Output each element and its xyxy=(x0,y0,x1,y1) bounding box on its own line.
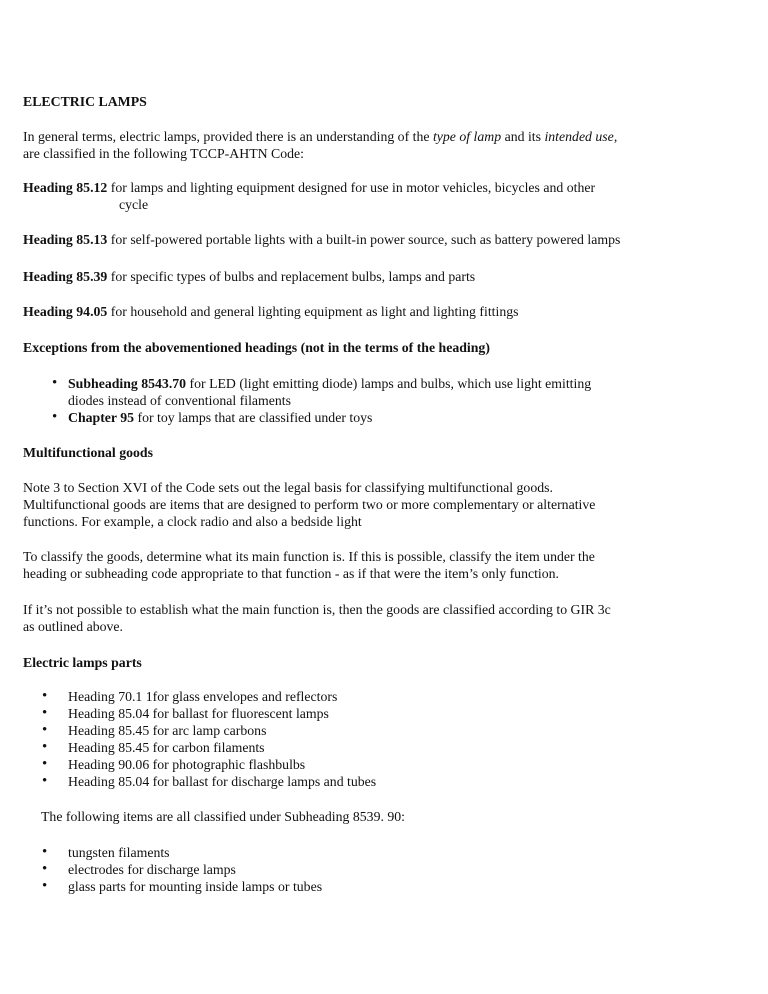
intro-emphasis-type-of-lamp: type of lamp xyxy=(432,129,502,144)
exceptions-list xyxy=(46,375,744,426)
list-item: • electrodes for discharge lamps xyxy=(28,861,744,878)
exception-description-cont: diodes instead of conventional filaments xyxy=(68,393,291,408)
heading-description: for lamps and lighting equipment designed for use in motor vehicles, bicycles and other xyxy=(107,180,596,195)
multifunctional-paragraph-1 xyxy=(23,479,744,530)
heading-item-94-05 xyxy=(23,303,744,320)
sub-items-list xyxy=(28,844,744,895)
intro-emphasis-intended-use: intended use xyxy=(544,129,614,144)
intro-text-1: In general terms, electric lamps, provided there is an understanding of the xyxy=(23,129,433,144)
exceptions-title: Exceptions from the abovementioned headings (not in the terms of the heading) xyxy=(23,340,490,355)
multifunctional-paragraph-3 xyxy=(23,601,744,635)
heading-description: for self-powered portable lights with a built-in power source, such as battery powered lamps xyxy=(107,232,621,247)
list-item: • tungsten filaments xyxy=(28,844,744,861)
heading-item-85-13 xyxy=(23,231,744,248)
document-title: ELECTRIC LAMPS xyxy=(23,94,147,109)
paragraph-line: functions. For example, a clock radio and also a bedside light xyxy=(23,514,362,529)
list-item: • Heading 90.06 for photographic flashbulbs xyxy=(28,756,744,773)
paragraph-line: Multifunctional goods are items that are designed to perform two or more complementary or alternative xyxy=(23,497,596,512)
exception-code: Chapter 95 xyxy=(68,410,135,425)
exception-description: for LED (light emitting diode) lamps and bulbs, which use light emitting xyxy=(186,376,592,391)
paragraph-line: To classify the goods, determine what its main function is. If this is possible, classify the item under the xyxy=(23,549,595,564)
list-item: • Heading 85.45 for arc lamp carbons xyxy=(28,722,744,739)
list-item: • glass parts for mounting inside lamps or tubes xyxy=(28,878,744,895)
list-item: • Heading 85.45 for carbon filaments xyxy=(28,739,744,756)
exception-code: Subheading 8543.70 xyxy=(68,376,187,391)
heading-item-85-12 xyxy=(23,179,744,213)
paragraph-line: as outlined above. xyxy=(23,619,124,634)
list-item xyxy=(46,375,744,409)
heading-item-85-39 xyxy=(23,268,744,285)
exception-description: for toy lamps that are classified under toys xyxy=(134,410,373,425)
list-item: • Heading 85.04 for ballast for fluorescent lamps xyxy=(28,705,744,722)
paragraph-line: If it’s not possible to establish what the main function is, then the goods are classified according to GIR 3c xyxy=(23,602,611,617)
subheading-note: The following items are all classified under Subheading 8539. 90: xyxy=(41,809,406,824)
list-item xyxy=(46,409,744,426)
intro-text-line2: are classified in the following TCCP-AHTN Code: xyxy=(23,146,305,161)
parts-title: Electric lamps parts xyxy=(23,655,142,670)
heading-description: for specific types of bulbs and replacement bulbs, lamps and parts xyxy=(107,269,476,284)
intro-text-2: and its xyxy=(501,129,545,144)
intro-paragraph xyxy=(23,128,744,162)
multifunctional-paragraph-2 xyxy=(23,548,744,582)
heading-code: Heading 94.05 xyxy=(23,304,108,319)
paragraph-line: Note 3 to Section XVI of the Code sets out the legal basis for classifying multifunctional goods. xyxy=(23,480,553,495)
heading-description-cont: cycle xyxy=(119,197,149,212)
list-item: • Heading 85.04 for ballast for discharge lamps and tubes xyxy=(28,773,744,790)
heading-description: for household and general lighting equipment as light and lighting fittings xyxy=(107,304,519,319)
heading-code: Heading 85.39 xyxy=(23,269,108,284)
parts-list xyxy=(28,688,744,790)
multifunctional-title: Multifunctional goods xyxy=(23,445,153,460)
intro-text-3: , xyxy=(613,129,618,144)
paragraph-line: heading or subheading code appropriate to that function - as if that were the item’s only function. xyxy=(23,566,560,581)
list-item: • Heading 70.1 1for glass envelopes and reflectors xyxy=(28,688,744,705)
heading-code: Heading 85.12 xyxy=(23,180,108,195)
heading-code: Heading 85.13 xyxy=(23,232,108,247)
